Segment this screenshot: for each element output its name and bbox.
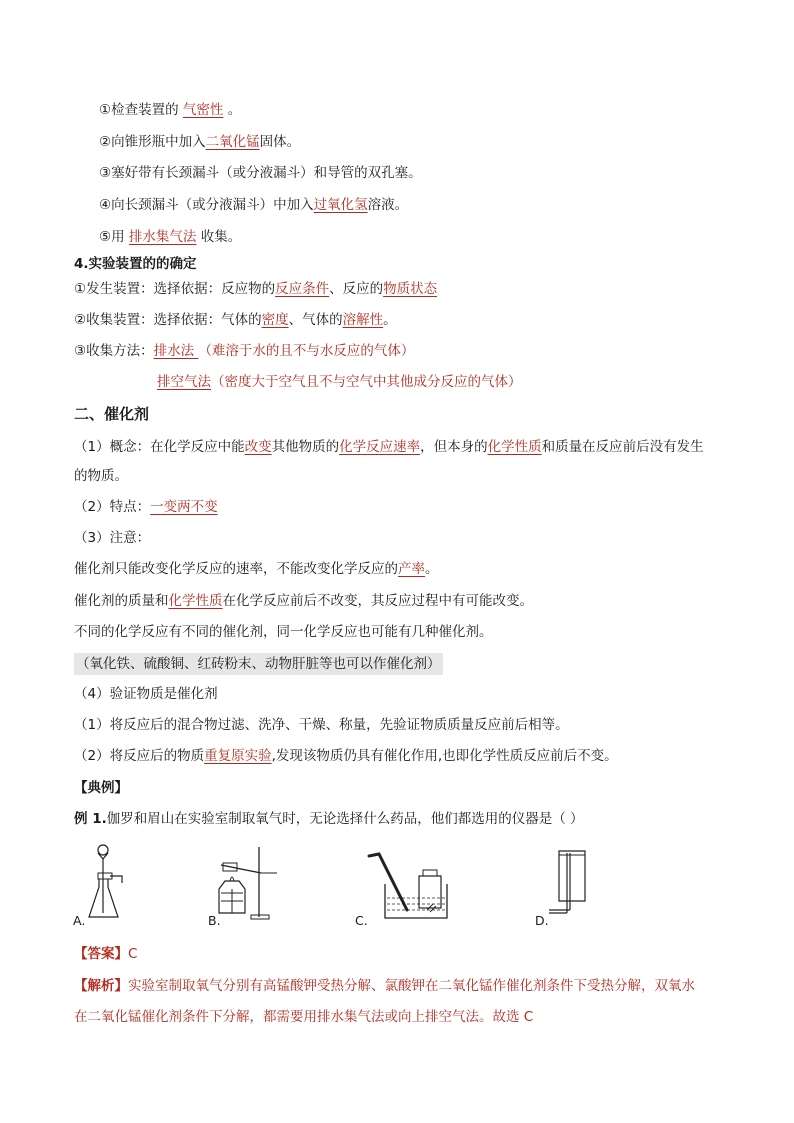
option-a: A. bbox=[73, 913, 86, 928]
text: ，但本身的 bbox=[420, 439, 488, 455]
apparatus-b-figure bbox=[211, 843, 281, 923]
text: ⑤用 bbox=[99, 229, 129, 245]
analysis-text: 实验室制取氧气分别有高锰酸钾受热分解、氯酸钾在二氧化锰作催化剂条件下受热分解，双氧水 bbox=[128, 978, 695, 994]
text: ③收集方法： bbox=[74, 343, 154, 359]
answer-line bbox=[74, 944, 137, 964]
text: ②收集装置：选择依据：气体的 bbox=[74, 312, 262, 328]
apparatus-a-figure bbox=[84, 843, 134, 923]
concept-cont: 的物质。 bbox=[74, 468, 128, 484]
note-line-4-highlight: （氧化铁、硫酸铜、红砖粉末、动物肝脏等也可以作催化剂） bbox=[74, 653, 443, 675]
text: （难溶于水的且不与水反应的气体） bbox=[198, 343, 415, 359]
answer-value: C bbox=[128, 946, 138, 962]
example-tag: 【典例】 bbox=[74, 780, 128, 796]
answer-blank: 物质状态 bbox=[383, 281, 438, 297]
answer-blank: 重复原实验 bbox=[204, 748, 272, 764]
text: ,发现该物质仍具有催化作用,也即化学性质反应前后不变。 bbox=[271, 748, 618, 764]
question-label: 例 1. bbox=[74, 811, 107, 827]
feature-line bbox=[74, 497, 218, 517]
section-heading: 二、催化剂 bbox=[74, 405, 150, 423]
question bbox=[74, 809, 584, 829]
step-1 bbox=[99, 100, 241, 120]
text: （密度大于空气且不与空气中其他成分反应的气体） bbox=[211, 374, 522, 390]
text: 收集。 bbox=[196, 229, 242, 245]
answer-tag: 【答案】 bbox=[74, 946, 128, 962]
answer-blank: 排水法 bbox=[153, 343, 199, 359]
option-b: B. bbox=[208, 913, 221, 928]
text: 、气体的 bbox=[288, 312, 343, 328]
text: 。 bbox=[425, 561, 439, 577]
step-2 bbox=[99, 132, 300, 152]
text: （2）特点： bbox=[74, 499, 151, 515]
answer-blank: 化学反应速率 bbox=[339, 439, 421, 455]
text: （2）将反应后的物质 bbox=[74, 748, 205, 764]
answer-blank: 化学性质 bbox=[168, 593, 223, 609]
text: ②向锥形瓶中加入 bbox=[99, 134, 206, 150]
device-line-1 bbox=[74, 279, 437, 299]
verify-line-2 bbox=[74, 746, 618, 766]
text: 固体。 bbox=[259, 134, 301, 150]
section-title: 4.实验装置的的确定 bbox=[74, 256, 197, 272]
answer-blank: 气密性 bbox=[182, 102, 224, 118]
text: 在化学反应前后不改变，其反应过程中有可能改变。 bbox=[222, 593, 533, 609]
text: 、反应的 bbox=[329, 281, 384, 297]
answer-blank: 溶解性 bbox=[342, 312, 384, 328]
note-line-2 bbox=[74, 591, 533, 611]
option-d: D. bbox=[535, 913, 549, 928]
verify-line-1: （1）将反应后的混合物过滤、洗净、干燥、称量，先验证物质质量反应前后相等。 bbox=[74, 717, 569, 733]
text: 溶液。 bbox=[367, 197, 409, 213]
answer-blank: 化学性质 bbox=[487, 439, 542, 455]
answer-blank: 改变 bbox=[244, 439, 272, 455]
question-text: 伽罗和眉山在实验室制取氧气时，无论选择什么药品，他们都选用的仪器是（ ） bbox=[106, 811, 584, 827]
device-line-4 bbox=[157, 372, 522, 392]
text: ①发生装置：选择依据：反应物的 bbox=[74, 281, 276, 297]
verify-heading: （4）验证物质是催化剂 bbox=[74, 686, 218, 702]
text: 其他物质的 bbox=[271, 439, 340, 455]
text: （1）概念：在化学反应中能 bbox=[74, 439, 245, 455]
apparatus-c-figure bbox=[363, 848, 453, 923]
analysis-tag: 【解析】 bbox=[74, 978, 128, 994]
note-line-3: 不同的化学反应有不同的催化剂，同一化学反应也可能有几种催化剂。 bbox=[74, 624, 493, 640]
analysis-line-2: 在二氧化锰催化剂条件下分解，都需要用排水集气法或向上排空气法。故选 C bbox=[74, 1009, 534, 1025]
answer-blank: 二氧化锰 bbox=[205, 134, 260, 150]
text: ①检查装置的 bbox=[99, 102, 183, 118]
step-5 bbox=[99, 227, 241, 247]
step-4 bbox=[99, 195, 408, 215]
answer-blank: 密度 bbox=[261, 312, 289, 328]
text: 催化剂的质量和 bbox=[74, 593, 169, 609]
note-line-1 bbox=[74, 559, 439, 579]
answer-blank: 产率 bbox=[398, 561, 425, 577]
device-line-3 bbox=[74, 341, 414, 361]
answer-blank: 一变两不变 bbox=[150, 499, 218, 515]
concept-line bbox=[74, 437, 704, 457]
answer-blank: 排水集气法 bbox=[128, 229, 197, 245]
device-line-2 bbox=[74, 310, 397, 330]
apparatus-d-figure bbox=[545, 843, 595, 923]
analysis-line-1 bbox=[74, 976, 695, 996]
text: 催化剂只能改变化学反应的速率，不能改变化学反应的 bbox=[74, 561, 398, 577]
text: 和质量在反应前后没有发生 bbox=[541, 439, 704, 455]
text: 。 bbox=[383, 312, 397, 328]
note-heading: （3）注意： bbox=[74, 530, 151, 546]
answer-blank: 反应条件 bbox=[275, 281, 330, 297]
step-3: ③塞好带有长颈漏斗（或分液漏斗）和导管的双孔塞。 bbox=[99, 165, 422, 181]
text: ④向长颈漏斗（或分液漏斗）中加入 bbox=[99, 197, 314, 213]
answer-blank: 排空气法 bbox=[157, 374, 211, 390]
answer-blank: 过氧化氢 bbox=[313, 197, 368, 213]
text: 。 bbox=[223, 102, 242, 118]
option-c: C. bbox=[355, 913, 368, 928]
